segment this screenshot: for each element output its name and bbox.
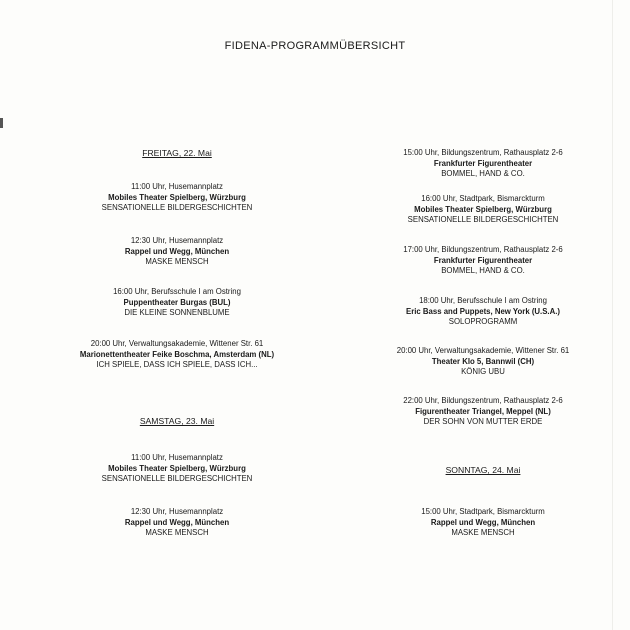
event-troupe: Frankfurter Figurentheater	[433, 255, 533, 265]
day-heading-saturday: SAMSTAG, 23. Mai	[139, 416, 215, 426]
event-item	[32, 287, 322, 319]
event-item	[338, 148, 628, 180]
event-play: DER SOHN VON MUTTER ERDE	[423, 417, 543, 427]
event-troupe: Mobiles Theater Spielberg, Würzburg	[414, 204, 552, 214]
event-play: SENSATIONELLE BILDERGESCHICHTEN	[407, 215, 559, 225]
event-item	[338, 396, 628, 428]
event-troupe: Eric Bass and Puppets, New York (U.S.A.)	[406, 306, 560, 316]
event-item	[338, 245, 628, 277]
event-item	[338, 507, 628, 539]
event-time: 16:00 Uhr, Stadtpark, Bismarckturm	[421, 194, 545, 203]
event-time: 20:00 Uhr, Verwaltungsakademie, Wittener Str. 61	[90, 339, 264, 348]
right-column	[338, 0, 628, 630]
event-play: DIE KLEINE SONNENBLUME	[124, 308, 230, 318]
event-item	[32, 236, 322, 268]
event-time: 11:00 Uhr, Husemannplatz	[131, 453, 223, 462]
left-column	[32, 0, 322, 630]
event-troupe: Mobiles Theater Spielberg, Würzburg	[108, 192, 246, 202]
event-time: 11:00 Uhr, Husemannplatz	[131, 182, 223, 191]
event-play: BOMMEL, HAND & CO.	[441, 266, 525, 276]
event-item	[338, 194, 628, 226]
event-play: ICH SPIELE, DASS ICH SPIELE, DASS ICH...	[96, 360, 258, 370]
day-heading-sunday: SONNTAG, 24. Mai	[445, 465, 521, 475]
event-play: KÖNIG UBU	[461, 367, 505, 377]
event-troupe: Figurentheater Triangel, Meppel (NL)	[415, 406, 551, 416]
event-play: SENSATIONELLE BILDERGESCHICHTEN	[101, 474, 253, 484]
event-troupe: Rappel und Wegg, München	[124, 246, 230, 256]
event-troupe: Mobiles Theater Spielberg, Würzburg	[108, 463, 246, 473]
event-play: MASKE MENSCH	[451, 528, 515, 538]
event-play: SENSATIONELLE BILDERGESCHICHTEN	[101, 203, 253, 213]
event-play: MASKE MENSCH	[145, 528, 209, 538]
event-time: 15:00 Uhr, Stadtpark, Bismarckturm	[421, 507, 545, 516]
event-play: BOMMEL, HAND & CO.	[441, 169, 525, 179]
day-heading-friday: FREITAG, 22. Mai	[142, 148, 212, 158]
page-edge-mark	[0, 118, 3, 128]
page-title: FIDENA-PROGRAMMÜBERSICHT	[224, 40, 406, 52]
event-time: 22:00 Uhr, Bildungszentrum, Rathausplatz 2-6	[403, 396, 563, 405]
event-time: 12:30 Uhr, Husemannplatz	[130, 507, 224, 516]
event-troupe: Theater Klo 5, Bannwil (CH)	[431, 356, 535, 366]
event-item	[32, 339, 322, 371]
event-item	[32, 453, 322, 485]
event-item	[32, 507, 322, 539]
event-item	[338, 296, 628, 328]
event-troupe: Frankfurter Figurentheater	[433, 158, 533, 168]
event-troupe: Rappel und Wegg, München	[124, 517, 230, 527]
event-time: 18:00 Uhr, Berufsschule I am Ostring	[419, 296, 547, 305]
event-troupe: Rappel und Wegg, München	[430, 517, 536, 527]
event-item	[32, 182, 322, 214]
event-time: 12:30 Uhr, Husemannplatz	[130, 236, 224, 245]
event-play: MASKE MENSCH	[145, 257, 209, 267]
event-item	[338, 346, 628, 378]
event-time: 20:00 Uhr, Verwaltungsakademie, Wittener Str. 61	[396, 346, 570, 355]
event-time: 16:00 Uhr, Berufsschule I am Ostring	[113, 287, 241, 296]
event-play: SOLOPROGRAMM	[448, 317, 518, 327]
event-troupe: Puppentheater Burgas (BUL)	[123, 297, 231, 307]
event-time: 17:00 Uhr, Bildungszentrum, Rathausplatz 2-6	[403, 245, 563, 254]
event-time: 15:00 Uhr, Bildungszentrum, Rathausplatz 2-6	[403, 148, 563, 157]
event-troupe: Marionettentheater Feike Boschma, Amsterdam (NL)	[79, 349, 275, 359]
